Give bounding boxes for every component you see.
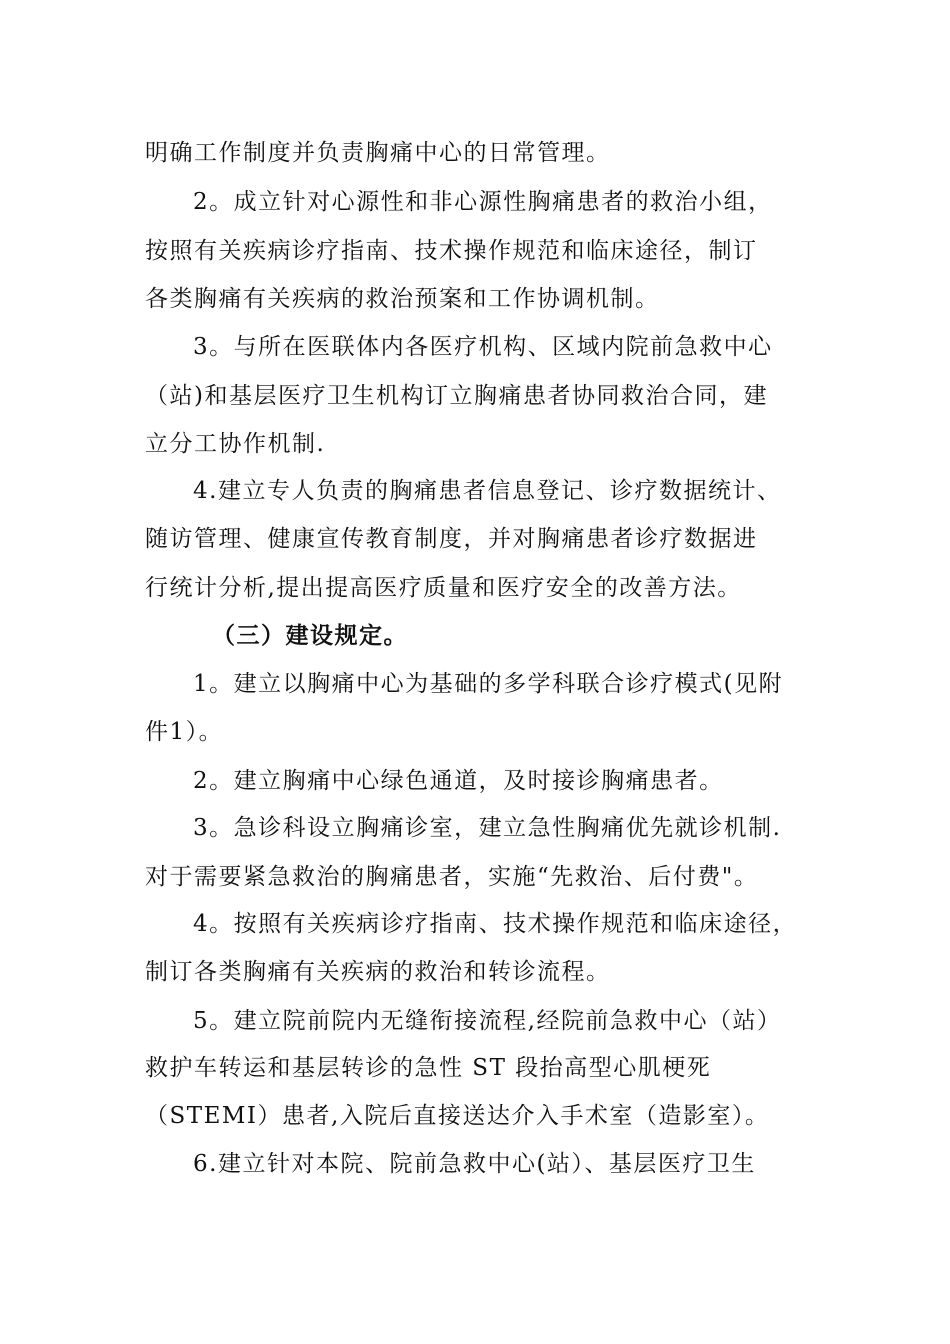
text-line: （站)和基层医疗卫生机构订立胸痛患者协同救治合同，建 [145,383,768,409]
text-line: 对于需要紧急救治的胸痛患者，实施“先救治、后付费"。 [145,864,759,890]
text-line: 立分工协作机制. [145,431,326,457]
text-line: 4.建立专人负责的胸痛患者信息登记、诊疗数据统计、 [193,478,782,504]
text-line: 随访管理、健康宣传教育制度，并对胸痛患者诊疗数据进 [145,526,758,552]
text-line: 明确工作制度并负责胸痛中心的日常管理。 [145,140,611,166]
text-line: 制订各类胸痛有关疾病的救治和转诊流程。 [145,959,611,985]
text-line: 4。按照有关疾病诊疗指南、技术操作规范和临床途径， [193,911,798,937]
text-line: 6.建立针对本院、院前急救中心(站）、基层医疗卫生 [193,1151,756,1177]
text-line: 2。建立胸痛中心绿色通道，及时接诊胸痛患者。 [193,768,724,794]
text-line: 行统计分析,提出提高医疗质量和医疗安全的改善方法。 [145,575,742,601]
text-line: 救护车转运和基层转诊的急性 ST 段抬高型心肌梗死 [145,1055,712,1081]
text-line: 3。急诊科设立胸痛诊室，建立急性胸痛优先就诊机制. [193,815,782,841]
section-heading: （三）建设规定。 [212,622,408,649]
text-line: 按照有关疾病诊疗指南、技术操作规范和临床途径，制订 [145,238,758,264]
text-line: 5。建立院前院内无缝衔接流程,经院前急救中心（站） [193,1008,782,1034]
text-line: 件1）。 [145,719,224,745]
text-line: 3。与所在医联体内各医疗机构、区域内院前急救中心 [193,334,773,360]
text-line: 2。成立针对心源性和非心源性胸痛患者的救治小组， [193,189,773,215]
text-line: （STEMI）患者,入院后直接送达介入手术室（造影室）。 [145,1103,770,1129]
text-line: 1。建立以胸痛中心为基础的多学科联合诊疗模式(见附 [193,671,784,697]
text-line: 各类胸痛有关疾病的救治预案和工作协调机制。 [145,286,660,312]
